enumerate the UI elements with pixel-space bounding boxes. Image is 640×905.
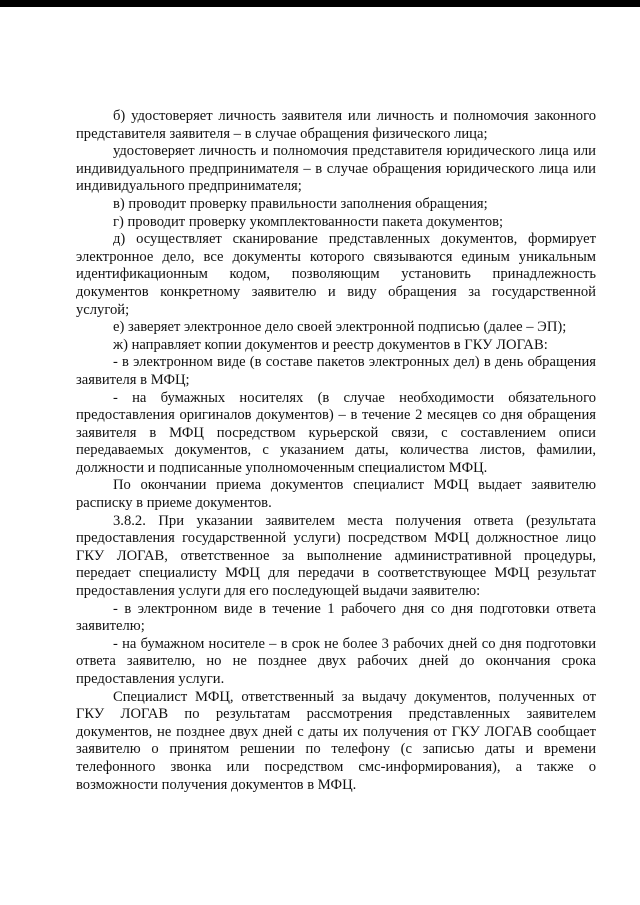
paragraph-g: г) проводит проверку укомплектованности пакета документов; [113, 213, 504, 230]
paragraph-v: в) проводит проверку правильности заполнения обращения; [113, 195, 488, 212]
paragraph-3-8-2: 3.8.2. При указании заявителем места получения ответа (результата предоставления государственной услуги) посредством МФЦ должностное лицо ГКУ ЛОГАВ, ответственное за выполнение административной процедуры, передает специалисту МФЦ для передачи в соответствующее МФЦ результат предоставления услуги для его последующей выдачи заявителю: [76, 512, 596, 600]
paragraph-d: д) осуществляет сканирование представленных документов, формирует электронное дело, все документы которого связываются единым уникальным идентификационным кодом, позволяющим установить принадлежность документов конкретному заявителю и виду обращения за государственной услугой; [76, 231, 596, 318]
paragraph-legal-entity: удостоверяет личность и полномочия представителя юридического лица или индивидуального предпринимателя – в случае обращения юридического лица или индивидуального предпринимателя; [76, 143, 596, 195]
paragraph-electronic-result: - в электронном виде в течение 1 рабочего дня со дня подготовки ответа заявителю; [76, 600, 596, 635]
paragraph-paper: - на бумажных носителях (в случае необходимости обязательного предоставления оригиналов документов) – в течение 2 месяцев со дня обращения заявителя в МФЦ посредством курьерской связи, с составлением описи передаваемых документов, с указанием даты, количества листов, фамилии, должности и подписанные уполномоченным специалистом МФЦ. [76, 389, 596, 476]
paragraph-zh: ж) направляет копии документов и реестр документов в ГКУ ЛОГАВ: [113, 336, 548, 353]
paragraph-b: б) удостоверяет личность заявителя или личность и полномочия законного представителя заявителя – в случае обращения физического лица; [76, 108, 596, 142]
paragraph-electronic: - в электронном виде (в составе пакетов электронных дел) в день обращения заявителя в МФЦ; [76, 354, 596, 388]
paragraph-specialist: Специалист МФЦ, ответственный за выдачу документов, полученных от ГКУ ЛОГАВ по результатам рассмотрения представленных заявителем документов, не позднее двух дней с даты их получения от ГКУ ЛОГАВ сообщает заявителю о принятом решении по телефону (с записью даты и времени телефонного звонка или посредством смс-информирования), а также о возможности получения документов в МФЦ. [76, 688, 596, 793]
scan-top-border [0, 0, 640, 7]
paragraph-paper-result: - на бумажном носителе – в срок не более 3 рабочих дней со дня подготовки ответа заявителю, но не позднее двух рабочих дней до окончания срока предоставления услуги. [76, 635, 596, 687]
paragraph-e: е) заверяет электронное дело своей электронной подписью (далее – ЭП); [113, 319, 567, 336]
document-page [76, 108, 596, 794]
paragraph-receipt: По окончании приема документов специалист МФЦ выдает заявителю расписку в приеме документов. [76, 477, 596, 512]
